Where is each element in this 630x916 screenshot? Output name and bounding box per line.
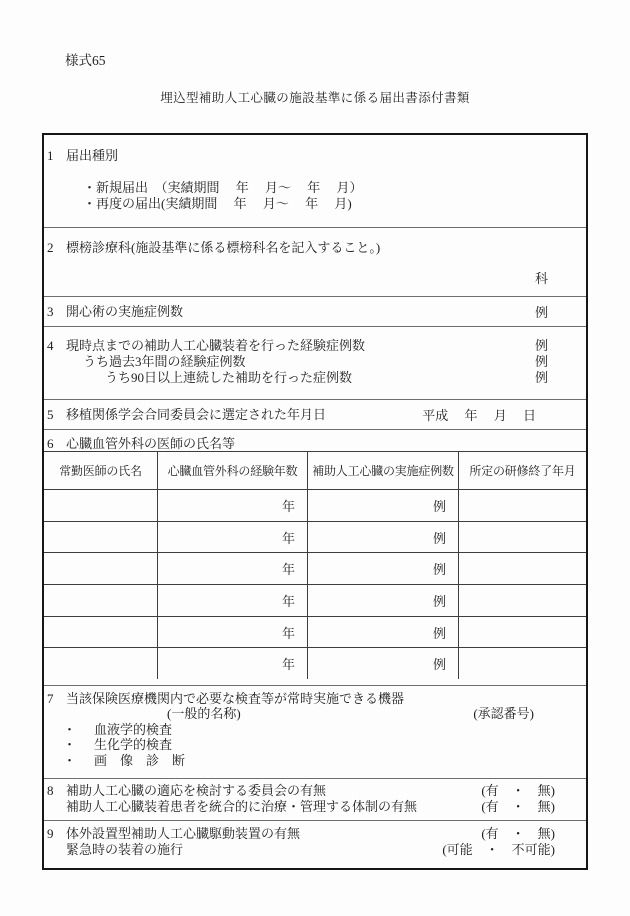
section-2-number: 2 bbox=[47, 240, 54, 255]
section-5-heading: 移植関係学会合同委員会に選定された年月日 bbox=[66, 407, 327, 422]
physicians-table-header-row bbox=[44, 452, 586, 490]
drive-unit-options: (有 ・ 無) bbox=[481, 826, 555, 841]
committee-label: 補助人工心臓の適応を検討する委員会の有無 bbox=[66, 783, 327, 798]
section-7-number: 7 bbox=[47, 691, 54, 706]
vad-cases-cell: 例 bbox=[308, 648, 459, 679]
approval-number-label: (承認番号) bbox=[473, 706, 534, 721]
test-item-label: 生化学的検査 bbox=[94, 737, 173, 753]
experience-years-cell: 年 bbox=[158, 522, 308, 553]
form-number: 様式65 bbox=[65, 53, 106, 68]
experience-years-cell: 年 bbox=[158, 648, 308, 679]
form-box bbox=[42, 133, 588, 870]
section-6-number: 6 bbox=[47, 436, 54, 451]
header-vad-cases: 補助人工心臓の実施症例数 bbox=[308, 452, 459, 489]
section-3-heading: 開心術の実施症例数 bbox=[66, 304, 184, 319]
section-open-heart-cases bbox=[44, 297, 586, 327]
bullet-icon: ・ bbox=[63, 737, 77, 753]
department-unit-label: 科 bbox=[534, 271, 548, 286]
department-fill-line bbox=[44, 268, 586, 287]
header-physician-name: 常勤医師の氏名 bbox=[44, 452, 158, 489]
section-2-heading: 標榜診療科(施設基準に係る標榜科名を記入すること。) bbox=[66, 240, 381, 255]
integrated-care-label: 補助人工心臓装着患者を統合的に治療・管理する体制の有無 bbox=[66, 799, 418, 814]
section-vad-experience bbox=[44, 327, 586, 400]
training-completion-cell bbox=[459, 553, 586, 584]
physician-name-cell bbox=[44, 522, 158, 553]
experience-years-cell: 年 bbox=[158, 490, 308, 521]
header-training-completion: 所定の研修終了年月 bbox=[469, 464, 576, 478]
vad-cases-cell: 例 bbox=[308, 522, 459, 553]
bullet-icon: ・ bbox=[63, 752, 77, 768]
training-completion-cell bbox=[459, 490, 586, 521]
section-surgeons bbox=[44, 430, 586, 686]
physician-name-cell bbox=[44, 648, 158, 679]
physician-name-cell bbox=[44, 490, 158, 521]
past3years-unit: 例 bbox=[534, 354, 548, 369]
physician-row bbox=[44, 585, 586, 617]
experience-years-cell: 年 bbox=[158, 585, 308, 616]
vad-experience-label: 現時点までの補助人工心臓装着を行った経験症例数 bbox=[66, 338, 366, 353]
section-onsite-testing-equipment bbox=[44, 686, 586, 779]
experience-years-cell: 年 bbox=[158, 617, 308, 648]
generic-name-label: (一般的名称) bbox=[167, 706, 241, 721]
section-notification-type bbox=[44, 135, 586, 228]
section-7-heading: 当該保険医療機関内で必要な検査等が常時実施できる機器 bbox=[66, 691, 405, 706]
vad-cases-cell: 例 bbox=[308, 553, 459, 584]
test-item-hematology bbox=[44, 722, 586, 738]
page-title: 埋込型補助人工心臓の施設基準に係る届出書添付書類 bbox=[160, 91, 470, 105]
integrated-care-options: (有 ・ 無) bbox=[481, 799, 555, 814]
physician-row bbox=[44, 553, 586, 585]
section-external-drive-unit bbox=[44, 821, 586, 868]
committee-options: (有 ・ 無) bbox=[481, 783, 555, 798]
test-item-imaging bbox=[44, 753, 586, 769]
section-9-number: 9 bbox=[47, 826, 54, 841]
physicians-table bbox=[44, 451, 586, 679]
over90days-unit: 例 bbox=[534, 370, 548, 385]
emergency-attachment-label: 緊急時の装着の施行 bbox=[66, 842, 184, 857]
section-8-number: 8 bbox=[47, 783, 54, 798]
physician-row bbox=[44, 648, 586, 679]
physician-name-cell bbox=[44, 553, 158, 584]
physician-row bbox=[44, 522, 586, 554]
training-completion-cell bbox=[459, 648, 586, 679]
vad-cases-cell: 例 bbox=[308, 617, 459, 648]
section-5-number: 5 bbox=[47, 407, 54, 422]
header-experience-years: 心臓血管外科の経験年数 bbox=[158, 452, 308, 489]
over90days-label: うち90日以上連続した補助を行った症例数 bbox=[105, 370, 353, 385]
physician-row bbox=[44, 617, 586, 649]
section-1-heading: 届出種別 bbox=[66, 148, 119, 163]
physician-name-cell bbox=[44, 617, 158, 648]
bullet-icon: ・ bbox=[63, 721, 77, 737]
emergency-attachment-options: (可能 ・ 不可能) bbox=[442, 842, 555, 857]
physician-name-cell bbox=[44, 585, 158, 616]
open-heart-unit-label: 例 bbox=[534, 305, 548, 320]
vad-experience-unit: 例 bbox=[534, 338, 548, 353]
drive-unit-label: 体外設置型補助人工心臓駆動装置の有無 bbox=[66, 826, 301, 841]
experience-years-cell: 年 bbox=[158, 553, 308, 584]
section-6-heading: 心臓血管外科の医師の氏名等 bbox=[66, 436, 236, 451]
section-1-number: 1 bbox=[47, 148, 54, 163]
entry-line-new-notification: ・新規届出 （実績期間 年 月～ 年 月） bbox=[83, 180, 363, 195]
test-item-label: 画 像 診 断 bbox=[94, 752, 186, 768]
section-clinical-department bbox=[44, 228, 586, 297]
section-4-number: 4 bbox=[47, 338, 54, 353]
vad-cases-cell: 例 bbox=[308, 585, 459, 616]
section-committee bbox=[44, 779, 586, 821]
physician-row bbox=[44, 490, 586, 522]
training-completion-cell bbox=[459, 522, 586, 553]
test-item-label: 血液学的検査 bbox=[94, 721, 173, 737]
past3years-label: うち過去3年間の経験症例数 bbox=[83, 354, 246, 369]
section-3-number: 3 bbox=[47, 304, 54, 319]
entry-line-re-notification: ・再度の届出(実績期間 年 月～ 年 月) bbox=[83, 196, 352, 211]
section-committee-selection-date bbox=[44, 400, 586, 430]
training-completion-cell bbox=[459, 585, 586, 616]
selection-date-format: 平成 年 月 日 bbox=[422, 408, 536, 423]
vad-cases-cell: 例 bbox=[308, 490, 459, 521]
training-completion-cell bbox=[459, 617, 586, 648]
test-item-biochemistry bbox=[44, 737, 586, 753]
